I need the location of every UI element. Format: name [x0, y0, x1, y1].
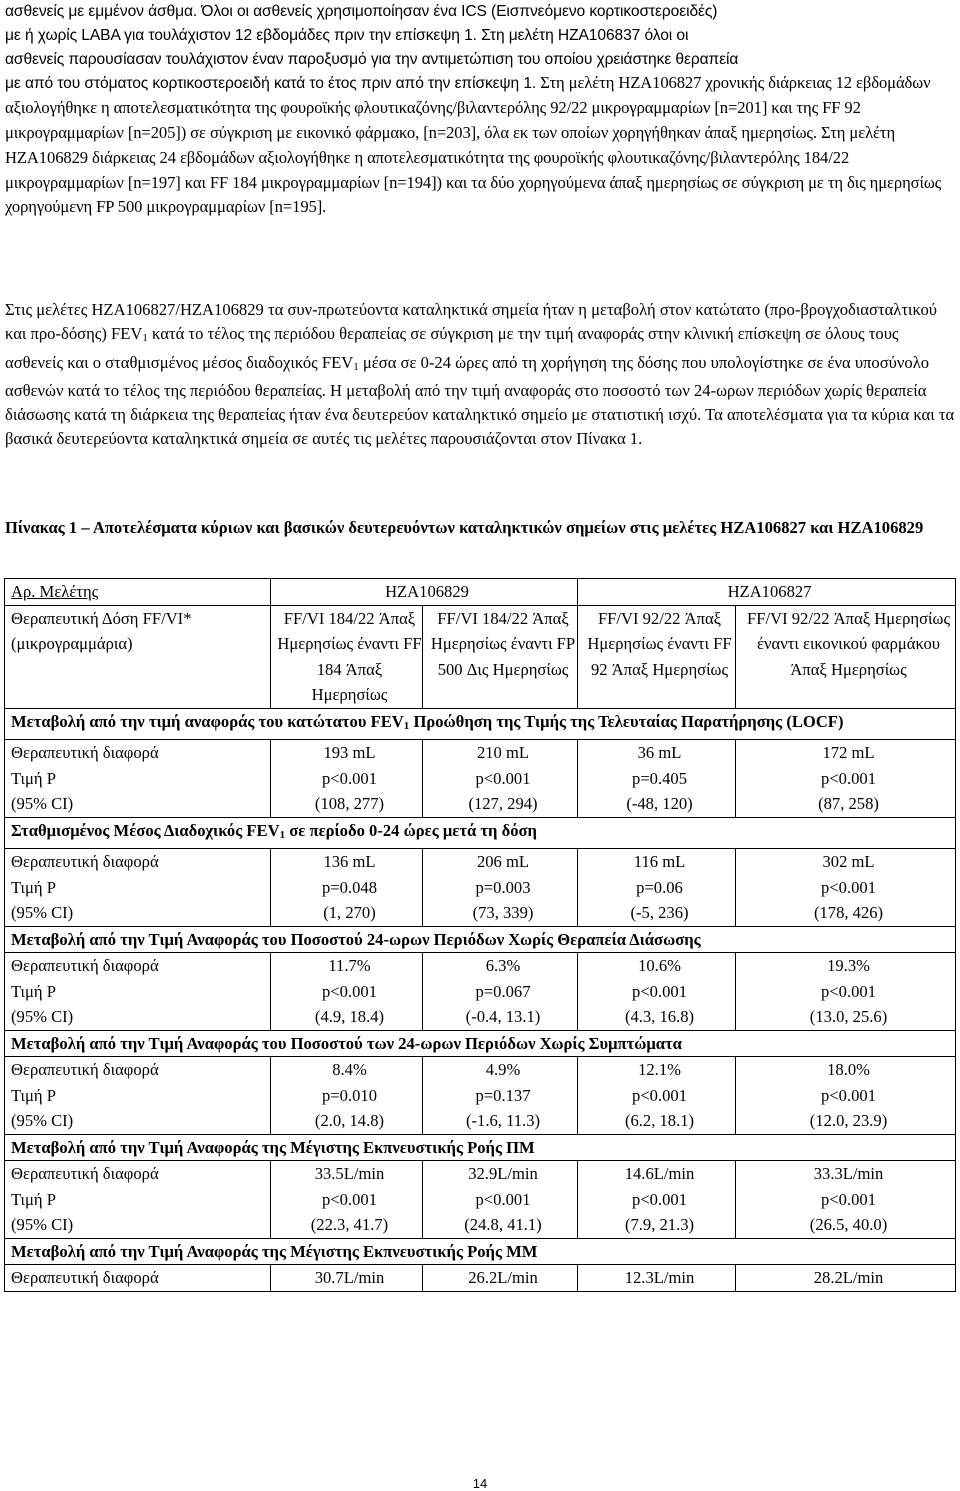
study-a-header: HZA106829	[271, 579, 578, 606]
row-labels-cell	[5, 1057, 271, 1135]
p-value: p=0.003	[475, 877, 531, 897]
confidence-interval: (6.2, 18.1)	[624, 1111, 695, 1130]
confidence-interval: (13.0, 25.6)	[809, 1007, 888, 1026]
treatment-difference-value: 12.1%	[638, 1060, 681, 1079]
treatment-difference-value: 136 mL	[323, 852, 376, 871]
confidence-interval: (178, 426)	[813, 903, 884, 922]
result-cell	[736, 1161, 956, 1239]
row-label: Τιμή P	[11, 877, 56, 897]
section-title	[5, 1134, 956, 1161]
treatment-difference-value: 14.6L/min	[624, 1164, 695, 1183]
endpoints-text-3: μέσα σε 0-24 ώρες από τη χορήγηση της δόσης που υπολογίστηκε σε ένα υποσύνολο ασθενών κατά το τέλος της περιόδου θεραπείας. Η μεταβολή από την τιμή αναφοράς στο ποσοστό των 24-ωρων περιόδων χωρίς θεραπεία διάσωσης κατά τη διάρκεια της θεραπείας ήταν ένα δευτερεύον καταληκτικό σημείο με στατιστική ισχύ. Τα αποτελέσματα για τα κύρια και τα βασικά δευτερεύοντα καταληκτικά σημεία σε αυτές τις μελέτες παρουσιάζονται στον Πίνακα 1.	[5, 352, 955, 448]
treatment-difference-value: 210 mL	[476, 743, 530, 762]
confidence-interval: (4.9, 18.4)	[314, 1007, 385, 1026]
row-labels-cell	[5, 849, 271, 927]
row-label: Τιμή P	[11, 1085, 56, 1105]
p-value: p=0.137	[475, 1085, 531, 1105]
intro-line-4: με από του στόματος κορτικοστεροειδή κατά το έτος πριν από την επίσκεψη 1.	[5, 75, 537, 93]
treatment-difference-value: 26.2L/min	[468, 1268, 538, 1287]
treatment-difference-value: 30.7L/min	[314, 1268, 385, 1287]
row-labels-cell	[5, 1265, 271, 1292]
p-value: p<0.001	[632, 981, 688, 1001]
section-title-text: Προώθηση της Τιμής της Τελευταίας Παρατήρησης (LOCF)	[409, 711, 844, 731]
result-cell	[578, 1057, 736, 1135]
result-cell	[578, 1265, 736, 1292]
dose-label: Θεραπευτική Δόση FF/VI*(μικρογραμμάρια)	[5, 605, 271, 708]
p-value: p<0.001	[322, 1189, 377, 1209]
confidence-interval: (24.8, 41.1)	[464, 1215, 542, 1234]
section-title-text: Μεταβολή από την Τιμή Αναφοράς της Μέγιστης Εκπνευστικής Ροής ΜΜ	[11, 1241, 538, 1261]
confidence-interval: (7.9, 21.3)	[624, 1215, 695, 1234]
row-labels-cell	[5, 740, 271, 818]
treatment-difference-value: 32.9L/min	[468, 1164, 538, 1183]
fev-subscript: 1	[142, 331, 148, 344]
treatment-difference-value: 36 mL	[637, 743, 682, 762]
intro-study-description: Στη μελέτη HZA106827 χρονικής διάρκειας 12 εβδομάδων αξιολογήθηκε η αποτελεσματικότητα της φουροϊκής φλουτικαζόνης/βιλαντερόλης 92/22 μικρογραμμαρίων [n=201] και της FF 92 μικρογραμμαρίων [n=205]) σε σύγκριση με εικονικό φάρμακο, [n=203], όλα εκ των οποίων χορηγήθηκαν άπαξ ημερησίως. Στη μελέτη HZA106829 διάρκειας 24 εβδομάδων αξιολογήθηκε η αποτελεσματικότητα της φουροϊκής φλουτικαζόνης/βιλαντερόλης 184/22 μικρογραμμαρίων [n=197] και FF 184 μικρογραμμαρίων [n=194]) και τα δύο χορηγούμενα άπαξ ημερησίως σε σύγκριση με τη δις ημερησίως χορηγούμενη FP 500 μικρογραμμαρίων [n=195].	[5, 73, 942, 217]
section-title	[5, 1030, 956, 1057]
result-cell	[578, 1161, 736, 1239]
intro-line-1: ασθενείς με εμμένον άσθμα. Όλοι οι ασθενείς χρησιμοποίησαν ένα ICS (Εισπνεόμενο κορτικοστεροειδές)	[5, 3, 718, 20]
study-label-cell	[5, 579, 271, 606]
intro-paragraph	[5, 0, 955, 220]
treatment-difference-value: 11.7%	[328, 956, 371, 975]
result-cell	[423, 740, 578, 818]
result-cell	[423, 849, 578, 927]
result-cell	[423, 953, 578, 1031]
row-label: Τιμή P	[11, 768, 56, 788]
intro-line-3: ασθενείς παρουσίασαν τουλάχιστον έναν παροξυσμό για την αντιμετώπιση του οποίου χρειάστηκε θεραπεία	[5, 50, 739, 68]
dose-row	[5, 605, 956, 708]
p-value: p=0.067	[475, 981, 531, 1001]
row-label: Θεραπευτική διαφορά	[11, 852, 159, 871]
row-label: Τιμή P	[11, 1189, 56, 1209]
result-cell	[423, 1161, 578, 1239]
section-title-row	[5, 708, 956, 740]
section-data-row	[5, 1265, 956, 1292]
results-table	[4, 578, 956, 1292]
treatment-difference-value: 8.4%	[332, 1060, 367, 1079]
p-value: p<0.001	[821, 981, 877, 1001]
study-label: Αρ. Μελέτης	[11, 582, 99, 601]
dose-col-3: FF/VI 92/22 Άπαξ Ημερησίως έναντι FF 92 Άπαξ Ημερησίως	[578, 605, 736, 708]
row-label: (95% CI)	[11, 903, 74, 922]
dose-col-1: FF/VI 184/22 Άπαξ Ημερησίως έναντι FF 184 Άπαξ Ημερησίως	[271, 605, 423, 708]
p-value: p=0.06	[636, 877, 683, 897]
section-title	[5, 817, 956, 849]
p-value: p<0.001	[632, 1189, 688, 1209]
p-value: p<0.001	[821, 1085, 877, 1105]
table-header-row	[5, 579, 956, 606]
result-cell	[736, 740, 956, 818]
confidence-interval: (4.3, 16.8)	[624, 1007, 695, 1026]
treatment-difference-value: 4.9%	[485, 1060, 521, 1079]
section-data-row	[5, 953, 956, 1031]
result-cell	[271, 849, 423, 927]
dose-col-4: FF/VI 92/22 Άπαξ Ημερησίως έναντι εικονικού φαρμάκου Άπαξ Ημερησίως	[736, 605, 956, 708]
row-label: Θεραπευτική διαφορά	[11, 743, 159, 762]
p-value: p<0.001	[632, 1085, 688, 1105]
row-label: (95% CI)	[11, 1111, 74, 1130]
treatment-difference-value: 33.3L/min	[813, 1164, 884, 1183]
result-cell	[271, 1161, 423, 1239]
treatment-difference-value: 10.6%	[638, 956, 681, 975]
endpoints-paragraph	[5, 298, 955, 451]
fev-subscript: 1	[353, 360, 359, 373]
treatment-difference-value: 19.3%	[827, 956, 870, 975]
confidence-interval: (-48, 120)	[626, 794, 693, 813]
treatment-difference-value: 193 mL	[323, 743, 376, 762]
treatment-difference-value: 206 mL	[476, 852, 530, 871]
p-value: p=0.010	[322, 1085, 377, 1105]
confidence-interval: (-0.4, 13.1)	[465, 1007, 541, 1026]
study-b-header: HZA106827	[578, 579, 956, 606]
page-number: 14	[472, 1476, 488, 1491]
section-title-text: Μεταβολή από την τιμή αναφοράς του κατώτατου FEV	[11, 711, 404, 731]
p-value: p<0.001	[322, 981, 377, 1001]
section-title-text: Σταθμισμένος Μέσος Διαδοχικός FEV	[11, 820, 280, 840]
p-value: p=0.048	[322, 877, 377, 897]
p-value: p<0.001	[821, 768, 877, 788]
row-labels-cell	[5, 1161, 271, 1239]
intro-line-2: με ή χωρίς LABA για τουλάχιστον 12 εβδομάδες πριν την επίσκεψη 1. Στη μελέτη HZA106837 όλοι οι	[5, 26, 689, 44]
row-label: (95% CI)	[11, 1007, 74, 1026]
section-title-text: Μεταβολή από την Τιμή Αναφοράς του Ποσοστού 24-ωρων Περιόδων Χωρίς Θεραπεία Διάσωσης	[11, 929, 701, 949]
confidence-interval: (73, 339)	[472, 903, 534, 922]
dose-col-2: FF/VI 184/22 Άπαξ Ημερησίως έναντι FP 500 Δις Ημερησίως	[423, 605, 578, 708]
confidence-interval: (108, 277)	[314, 794, 385, 813]
section-title-row	[5, 1030, 956, 1057]
result-cell	[271, 1057, 423, 1135]
row-label: Θεραπευτική διαφορά	[11, 956, 159, 975]
section-title-text: σε περίοδο 0-24 ώρες μετά τη δόση	[285, 820, 537, 840]
treatment-difference-value: 172 mL	[822, 743, 875, 762]
confidence-interval: (22.3, 41.7)	[310, 1215, 389, 1234]
row-label: (95% CI)	[11, 1215, 74, 1234]
section-title-text: Μεταβολή από την Τιμή Αναφοράς της Μέγιστης Εκπνευστικής Ροής ΠΜ	[11, 1137, 535, 1157]
confidence-interval: (1, 270)	[323, 903, 376, 922]
section-title-row	[5, 1134, 956, 1161]
endpoints-text-2: κατά το τέλος της περιόδου θεραπείας σε σύγκριση με την τιμή αναφοράς στην κλινική επίσκεψη σε όλους τους ασθενείς και ο σταθμισμένος μέσος διαδοχικός FEV	[5, 323, 899, 372]
row-label: (95% CI)	[11, 794, 74, 813]
treatment-difference-value: 116 mL	[633, 852, 686, 871]
confidence-interval: (26.5, 40.0)	[809, 1215, 888, 1234]
section-data-row	[5, 740, 956, 818]
p-value: p<0.001	[475, 768, 531, 788]
row-label: Τιμή P	[11, 981, 56, 1001]
confidence-interval: (2.0, 14.8)	[314, 1111, 385, 1130]
p-value: p<0.001	[475, 1189, 531, 1209]
treatment-difference-value: 6.3%	[485, 956, 521, 975]
treatment-difference-value: 28.2L/min	[813, 1268, 884, 1287]
p-value: p<0.001	[821, 1189, 877, 1209]
confidence-interval: (-5, 236)	[630, 903, 689, 922]
confidence-interval: (12.0, 23.9)	[809, 1111, 888, 1130]
section-title-row	[5, 1238, 956, 1265]
endpoints-text-1: Στις μελέτες HZA106827/HZA106829 τα συν-πρωτεύοντα καταληκτικά σημεία ήταν η μεταβολή στον κατώτατο (προ-βρογχοδιασταλτικού και προ-δόσης) FEV	[5, 300, 937, 343]
row-label: Θεραπευτική διαφορά	[11, 1164, 159, 1183]
result-cell	[271, 740, 423, 818]
result-cell	[271, 1265, 423, 1292]
result-cell	[736, 953, 956, 1031]
row-label: Θεραπευτική διαφορά	[11, 1268, 159, 1287]
result-cell	[736, 1265, 956, 1292]
confidence-interval: (-1.6, 11.3)	[465, 1111, 541, 1130]
result-cell	[423, 1057, 578, 1135]
p-value: p=0.405	[632, 768, 688, 788]
treatment-difference-value: 302 mL	[822, 852, 875, 871]
p-value: p<0.001	[821, 877, 877, 897]
result-cell	[736, 849, 956, 927]
section-data-row	[5, 1057, 956, 1135]
section-data-row	[5, 1161, 956, 1239]
section-title-subscript: 1	[403, 719, 410, 732]
treatment-difference-value: 33.5L/min	[314, 1164, 385, 1183]
section-title-row	[5, 817, 956, 849]
result-cell	[271, 953, 423, 1031]
section-title	[5, 708, 956, 740]
result-cell	[578, 740, 736, 818]
section-title	[5, 1238, 956, 1265]
result-cell	[423, 1265, 578, 1292]
row-label: Θεραπευτική διαφορά	[11, 1060, 159, 1079]
result-cell	[578, 953, 736, 1031]
p-value: p<0.001	[322, 768, 377, 788]
section-title-row	[5, 926, 956, 953]
section-title-subscript: 1	[279, 828, 286, 841]
section-title-text: Μεταβολή από την Τιμή Αναφοράς του Ποσοστού των 24-ωρων Περιόδων Χωρίς Συμπτώματα	[11, 1033, 682, 1053]
section-data-row	[5, 849, 956, 927]
confidence-interval: (127, 294)	[468, 794, 538, 813]
treatment-difference-value: 18.0%	[827, 1060, 870, 1079]
row-labels-cell	[5, 953, 271, 1031]
result-cell	[578, 849, 736, 927]
result-cell	[736, 1057, 956, 1135]
confidence-interval: (87, 258)	[818, 794, 879, 813]
section-title	[5, 926, 956, 953]
table-caption: Πίνακας 1 – Αποτελέσματα κύριων και βασικών δευτερευόντων καταληκτικών σημείων στις μελέτες HZA106827 και HZA106829	[5, 518, 924, 537]
treatment-difference-value: 12.3L/min	[624, 1268, 695, 1287]
